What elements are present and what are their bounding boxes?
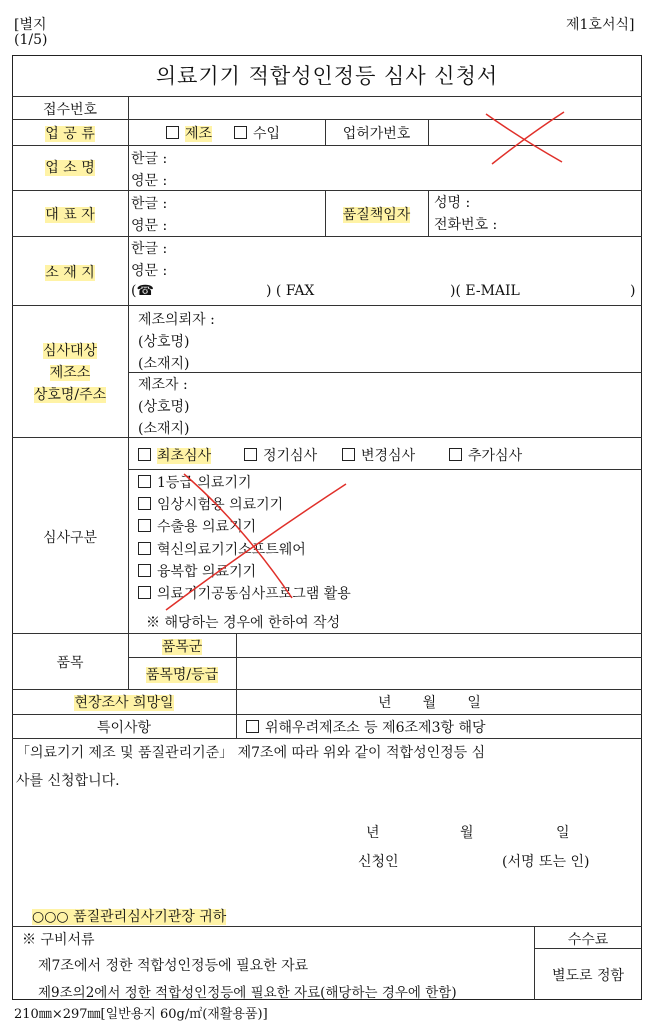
hazard-facility-checkbox[interactable]: 위해우려제조소 등 제6조제3항 해당 bbox=[246, 717, 486, 737]
address-english-field[interactable]: 영문 : bbox=[131, 263, 168, 279]
contractor-address-field[interactable]: (소재지) bbox=[138, 356, 190, 372]
change-review-checkbox[interactable]: 변경심사 bbox=[342, 445, 415, 465]
required-doc-1: 제7조에서 정한 적합성인정등에 필요한 자료 bbox=[38, 958, 309, 974]
company-korean-field[interactable]: 한글 : bbox=[131, 151, 168, 167]
representative-korean-field[interactable]: 한글 : bbox=[131, 196, 168, 212]
license-number-label: 업허가번호 bbox=[342, 126, 411, 142]
address-label: 소 재 지 bbox=[45, 265, 95, 281]
apply-year: 년 bbox=[366, 825, 380, 841]
site-visit-date-field[interactable]: 년 월 일 bbox=[378, 695, 481, 711]
paper-spec-footer: 210㎜×297㎜[일반용지 60g/㎡(재활용품)] bbox=[14, 1007, 268, 1022]
manufacture-checkbox[interactable]: 제조 bbox=[166, 123, 212, 143]
fee-label: 수수료 bbox=[567, 932, 609, 948]
red-cross-mark bbox=[480, 108, 570, 168]
company-english-field[interactable]: 영문 : bbox=[131, 173, 168, 189]
required-doc-2: 제9조의2에서 정한 적합성인정등에 필요한 자료(해당하는 경우에 한함) bbox=[38, 985, 457, 1001]
phone-field[interactable]: (☎ bbox=[131, 283, 154, 299]
company-name-label: 업 소 명 bbox=[45, 160, 95, 176]
special-notes-label: 특이사항 bbox=[96, 720, 152, 736]
clinical-trial-device-checkbox[interactable]: 임상시험용 의료기기 bbox=[138, 494, 283, 514]
export-device-checkbox[interactable]: 수출용 의료기기 bbox=[138, 516, 256, 536]
address-close-paren: ) bbox=[630, 283, 636, 299]
red-cross-mark-large bbox=[160, 470, 350, 620]
item-label: 품목 bbox=[56, 655, 84, 671]
applicant-label: 신청인 bbox=[358, 854, 399, 870]
contractor-field[interactable]: 제조의뢰자 : bbox=[138, 312, 215, 328]
maker-address-field[interactable]: (소재지) bbox=[138, 421, 190, 437]
target-label-line3: 상호명/주소 bbox=[33, 387, 107, 403]
site-visit-label: 현장조사 희망일 bbox=[74, 695, 174, 711]
receipt-number-label: 접수번호 bbox=[42, 102, 98, 118]
page-indicator: (1/5) bbox=[14, 32, 48, 48]
apply-month: 월 bbox=[460, 825, 474, 841]
category-label: 심사구분 bbox=[42, 530, 98, 546]
target-label-line1: 심사대상 bbox=[42, 343, 98, 359]
form-tag: [별지 bbox=[14, 17, 47, 33]
representative-english-field[interactable]: 영문 : bbox=[131, 218, 168, 234]
address-korean-field[interactable]: 한글 : bbox=[131, 241, 168, 257]
signature-field[interactable]: (서명 또는 인) bbox=[502, 854, 590, 870]
import-checkbox[interactable]: 수입 bbox=[234, 123, 280, 143]
business-type-label: 업 공 류 bbox=[45, 126, 95, 142]
joint-review-program-checkbox[interactable]: 의료기기공동심사프로그램 활용 bbox=[138, 583, 351, 603]
initial-review-checkbox[interactable]: 최초심사 bbox=[138, 445, 211, 465]
regular-review-checkbox[interactable]: 정기심사 bbox=[244, 445, 317, 465]
form-title: 의료기기 적합성인정등 심사 신청서 bbox=[155, 64, 499, 88]
target-label-line2: 제조소 bbox=[49, 365, 91, 381]
item-group-label: 품목군 bbox=[161, 639, 203, 655]
email-field[interactable]: )( E-MAIL bbox=[450, 283, 520, 299]
maker-name-field[interactable]: (상호명) bbox=[138, 399, 190, 415]
convergence-device-checkbox[interactable]: 융복합 의료기기 bbox=[138, 561, 256, 581]
quality-manager-name-field[interactable]: 성명 : bbox=[434, 195, 471, 211]
addressee: ○○○ 품질관리심사기관장 귀하 bbox=[32, 909, 227, 925]
fax-field[interactable]: ) ( FAX bbox=[266, 283, 315, 299]
quality-manager-label: 품질책임자 bbox=[342, 207, 411, 223]
maker-field[interactable]: 제조자 : bbox=[138, 377, 188, 393]
quality-manager-phone-field[interactable]: 전화번호 : bbox=[434, 217, 498, 233]
contractor-name-field[interactable]: (상호명) bbox=[138, 334, 190, 350]
innovative-software-checkbox[interactable]: 혁신의료기기소프트웨어 bbox=[138, 539, 306, 559]
statement-line2: 사를 신청합니다. bbox=[16, 773, 120, 789]
grade1-device-checkbox[interactable]: 1등급 의료기기 bbox=[138, 472, 252, 492]
category-note: ※ 해당하는 경우에 한하여 작성 bbox=[146, 615, 341, 631]
representative-label: 대 표 자 bbox=[45, 207, 95, 223]
fee-value: 별도로 정함 bbox=[551, 968, 625, 984]
statement-line1: 「의료기기 제조 및 품질관리기준」 제7조에 따라 위와 같이 적합성인정등 심 bbox=[16, 745, 486, 761]
item-name-grade-label: 품목명/등급 bbox=[145, 667, 219, 683]
additional-review-checkbox[interactable]: 추가심사 bbox=[449, 445, 522, 465]
required-docs-title: ※ 구비서류 bbox=[22, 932, 95, 948]
form-number: 제1호서식] bbox=[566, 17, 635, 33]
apply-day: 일 bbox=[556, 825, 570, 841]
